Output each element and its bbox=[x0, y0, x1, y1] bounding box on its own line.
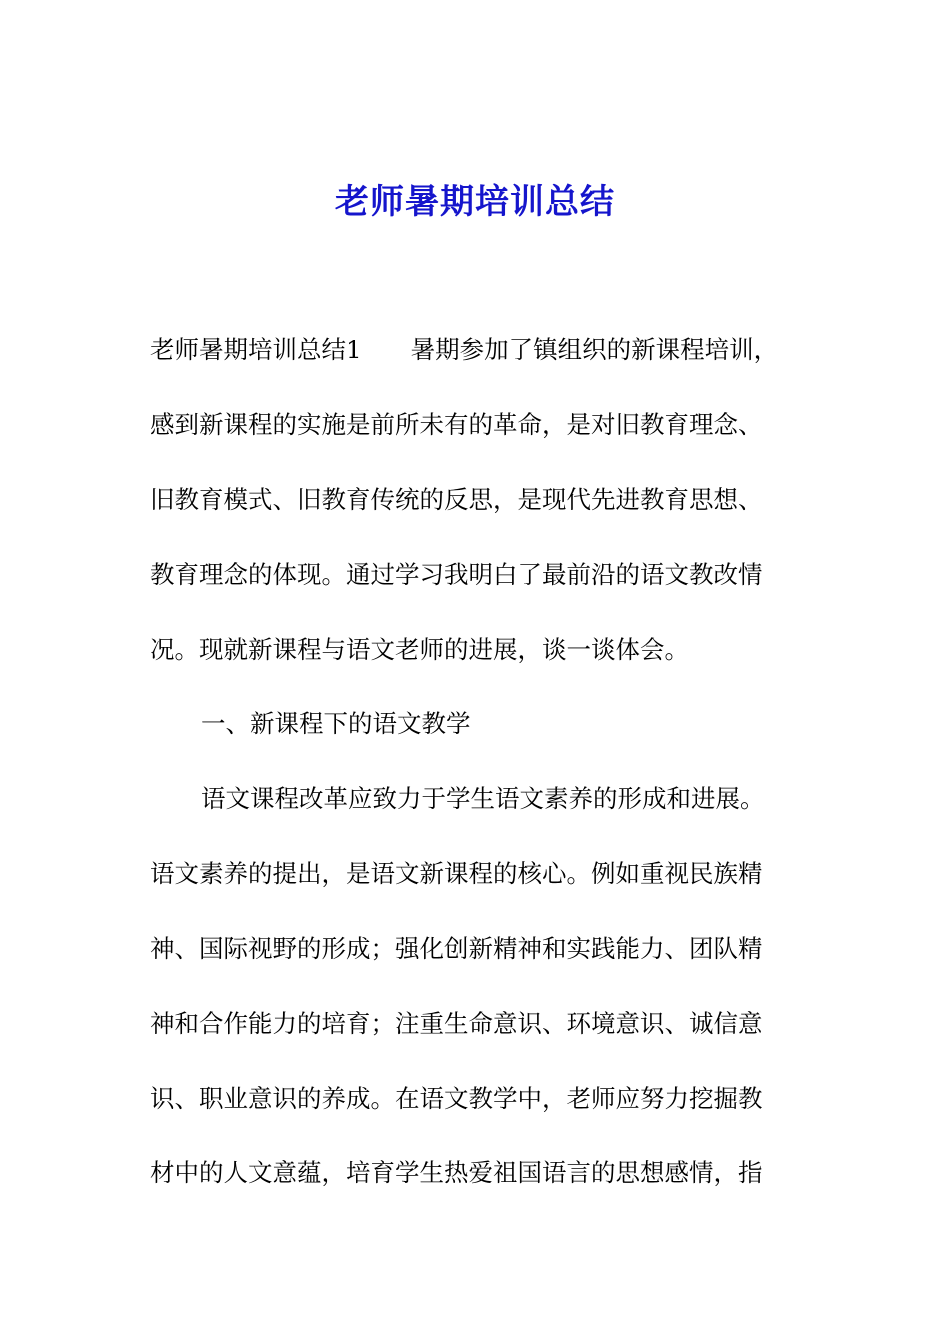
text-line-3: 旧教育模式、旧教育传统的反思，是现代先进教育思想、 bbox=[150, 485, 763, 514]
text-line-2: 感到新课程的实施是前所未有的革命，是对旧教育理念、 bbox=[150, 410, 763, 439]
text-line-1: 老师暑期培训总结1 暑期参加了镇组织的新课程培训， bbox=[150, 335, 779, 364]
text-line-10: 神和合作能力的培育；注重生命意识、环境意识、诚信意 bbox=[150, 1009, 763, 1038]
section-heading: 一、新课程下的语文教学 bbox=[201, 709, 471, 738]
document-title: 老师暑期培训总结 bbox=[335, 182, 615, 222]
text-line-4: 教育理念的体现。通过学习我明白了最前沿的语文教改情 bbox=[150, 560, 763, 589]
text-line-11: 识、职业意识的养成。在语文教学中，老师应努力挖掘教 bbox=[150, 1084, 763, 1113]
text-line-12: 材中的人文意蕴，培育学生热爱祖国语言的思想感情，指 bbox=[150, 1158, 763, 1187]
text-line-7: 语文课程改革应致力于学生语文素养的形成和进展。 bbox=[201, 784, 765, 813]
text-line-9: 神、国际视野的形成；强化创新精神和实践能力、团队精 bbox=[150, 934, 763, 963]
text-line-5: 况。现就新课程与语文老师的进展，谈一谈体会。 bbox=[150, 635, 689, 664]
text-line-8: 语文素养的提出，是语文新课程的核心。例如重视民族精 bbox=[150, 859, 763, 888]
